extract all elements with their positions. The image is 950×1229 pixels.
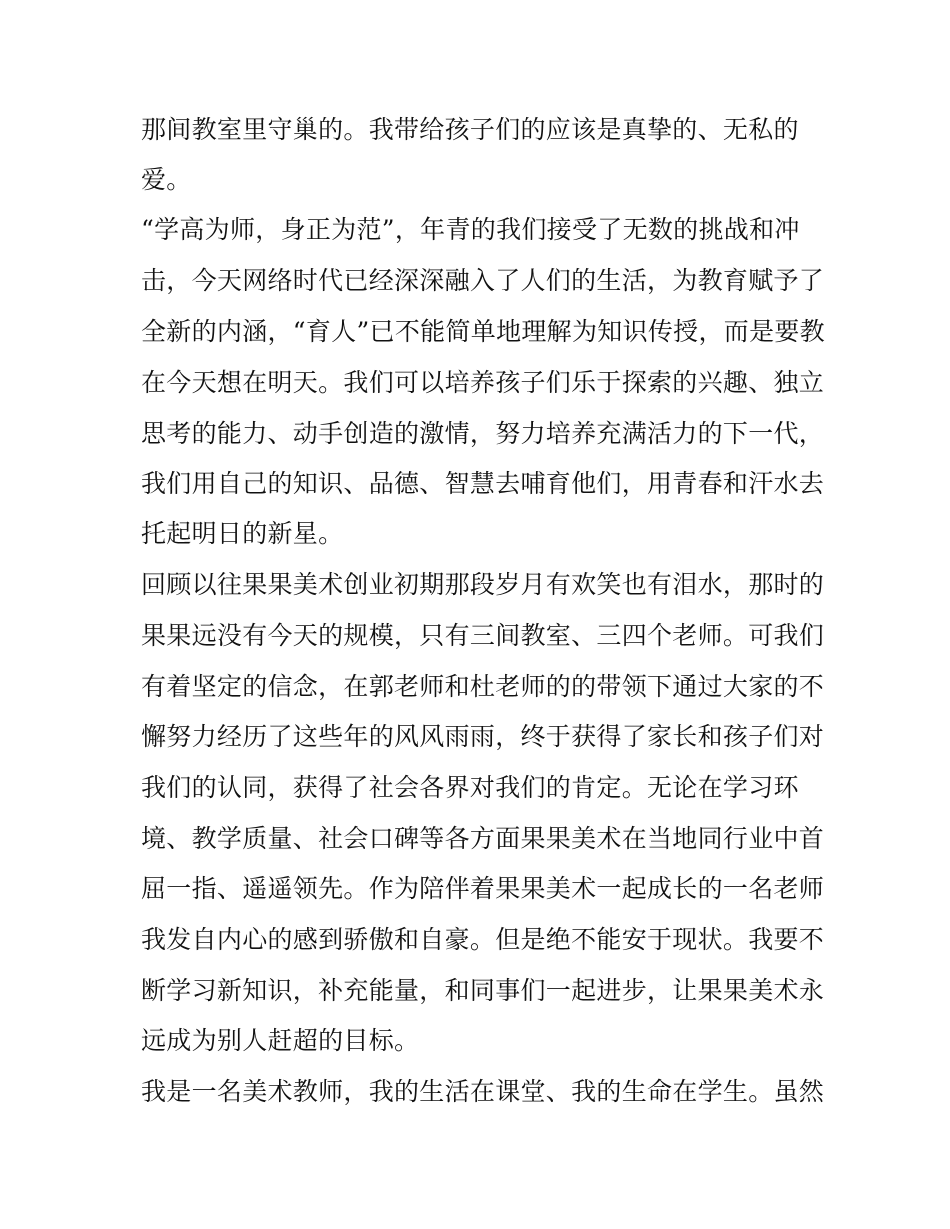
text-line: 屈一指、遥遥领先。作为陪伴着果果美术一起成长的一名老师 — [141, 874, 825, 903]
text-line: 在今天想在明天。我们可以培养孩子们乐于探索的兴趣、独立 — [141, 368, 825, 397]
text-line: 那间教室里守巢的。我带给孩子们的应该是真挚的、无私的 — [141, 115, 799, 144]
text-line: 回顾以往果果美术创业初期那段岁月有欢笑也有泪水，那时的 — [141, 570, 825, 599]
text-line: 全新的内涵，“育人”已不能简单地理解为知识传授，而是要教 — [141, 317, 825, 346]
text-line: 托起明日的新星。 — [141, 519, 344, 548]
text-line: 爱。 — [141, 165, 192, 194]
text-line: 断学习新知识，补充能量，和同事们一起进步，让果果美术永 — [141, 976, 825, 1005]
text-line: 击，今天网络时代已经深深融入了人们的生活，为教育赋予了 — [141, 266, 825, 295]
text-line: 懈努力经历了这些年的风风雨雨，终于获得了家长和孩子们对 — [141, 722, 825, 751]
text-line: “学高为师，身正为范”，年青的我们接受了无数的挑战和冲 — [141, 215, 800, 244]
text-line: 有着坚定的信念，在郭老师和杜老师的的带领下通过大家的不 — [141, 672, 825, 701]
text-line: 我是一名美术教师，我的生活在课堂、我的生命在学生。虽然 — [141, 1077, 825, 1106]
text-line: 果果远没有今天的规模，只有三间教室、三四个老师。可我们 — [141, 621, 825, 650]
text-line: 境、教学质量、社会口碑等各方面果果美术在当地同行业中首 — [141, 824, 825, 853]
text-line: 我发自内心的感到骄傲和自豪。但是绝不能安于现状。我要不 — [141, 925, 825, 954]
text-line: 我们的认同，获得了社会各界对我们的肯定。无论在学习环 — [141, 773, 799, 802]
text-line: 我们用自己的知识、品德、智慧去哺育他们，用青春和汗水去 — [141, 469, 825, 498]
text-line: 思考的能力、动手创造的激情，努力培养充满活力的下一代， — [141, 419, 825, 448]
text-line: 远成为别人赶超的目标。 — [141, 1026, 420, 1055]
